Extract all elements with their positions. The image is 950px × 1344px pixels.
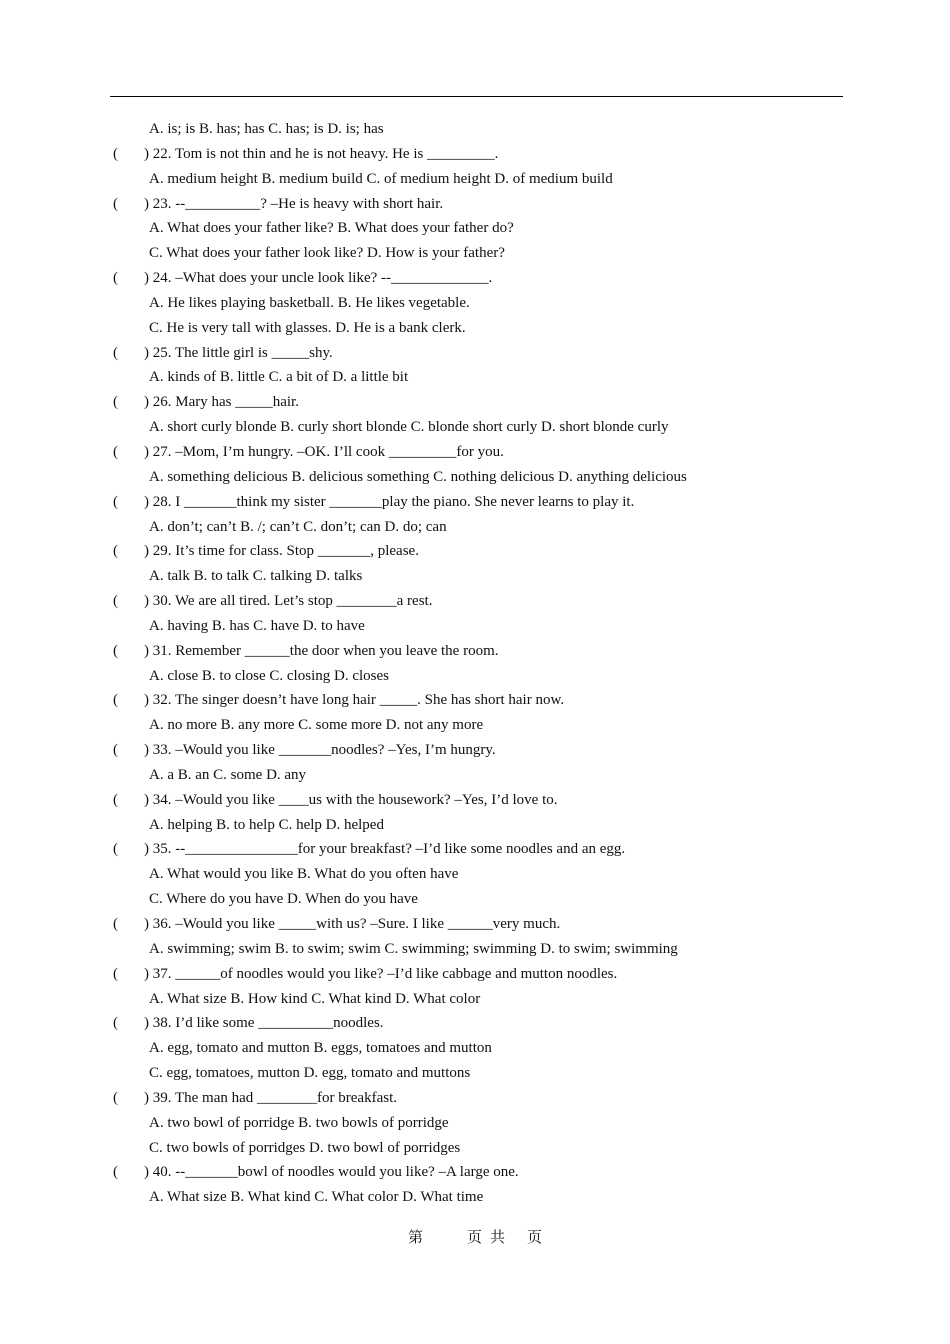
- answer-options-line: [110, 1061, 843, 1086]
- options-text: A. talk B. to talk C. talking D. talks: [149, 568, 363, 585]
- answer-options-line: [110, 937, 843, 962]
- options-text: A. What size B. How kind C. What kind D. What color: [149, 990, 481, 1007]
- answer-options-line: [110, 1111, 843, 1136]
- answer-options-line: [110, 564, 843, 589]
- question-text: ) 22. Tom is not thin and he is not heavy. He is _________.: [144, 145, 499, 162]
- question-list: [110, 117, 843, 1210]
- answer-blank-paren: (: [113, 916, 118, 932]
- options-text: A. a B. an C. some D. any: [149, 766, 307, 783]
- answer-blank-paren: (: [113, 742, 118, 759]
- answer-blank-paren: (: [113, 145, 118, 162]
- answer-blank-paren: (: [113, 692, 118, 709]
- answer-options-line: [110, 465, 843, 490]
- answer-options-line: [110, 167, 843, 192]
- question-line: [110, 639, 843, 664]
- answer-options-line: [110, 415, 843, 440]
- answer-options-line: [110, 887, 843, 912]
- question-text: ) 34. –Would you like ____us with the housework? –Yes, I’d love to.: [144, 791, 558, 808]
- answer-options-line: [110, 813, 843, 838]
- question-line: [110, 589, 843, 614]
- answer-blank-paren: (: [113, 493, 118, 510]
- answer-options-line: [110, 1036, 843, 1061]
- answer-blank-paren: (: [113, 1089, 118, 1106]
- options-text: A. something delicious B. delicious something C. nothing delicious D. anything delicious: [149, 468, 687, 485]
- answer-blank-paren: (: [113, 1164, 118, 1181]
- options-text: A. swimming; swim B. to swim; swim C. swimming; swimming D. to swim; swimming: [149, 940, 678, 957]
- question-text: ) 24. –What does your uncle look like? --_____________.: [144, 270, 493, 287]
- answer-options-line: [110, 1185, 843, 1210]
- options-text: A. short curly blonde B. curly short blonde C. blonde short curly D. short blonde curly: [149, 419, 669, 436]
- answer-options-line: [110, 291, 843, 316]
- question-line: [110, 440, 843, 465]
- options-text: A. kinds of B. little C. a bit of D. a little bit: [149, 369, 409, 386]
- footer-ye2: 页: [527, 1228, 543, 1246]
- options-text: A. He likes playing basketball. B. He likes vegetable.: [149, 294, 470, 311]
- question-text: ) 25. The little girl is _____shy.: [144, 344, 333, 361]
- question-line: [110, 788, 843, 813]
- answer-options-line: [110, 763, 843, 788]
- question-line: [110, 539, 843, 564]
- footer-di: 第: [407, 1228, 423, 1246]
- question-text: ) 37. ______of noodles would you like? –I’d like cabbage and mutton noodles.: [144, 965, 618, 982]
- answer-options-line: [110, 614, 843, 639]
- question-text: ) 27. –Mom, I’m hungry. –OK. I’ll cook _________for you.: [144, 443, 504, 460]
- question-text: ) 36. –Would you like _____with us? –Sure. I like ______very much.: [144, 916, 561, 932]
- options-text: A. close B. to close C. closing D. closes: [149, 667, 389, 684]
- answer-blank-paren: (: [113, 791, 118, 808]
- question-line: [110, 390, 843, 415]
- answer-options-line: [110, 117, 843, 142]
- page-footer: [0, 1225, 950, 1249]
- question-text: ) 23. --__________? –He is heavy with short hair.: [144, 195, 444, 212]
- answer-options-line: [110, 515, 843, 540]
- answer-blank-paren: (: [113, 443, 118, 460]
- question-line: [110, 341, 843, 366]
- question-line: [110, 1011, 843, 1036]
- answer-options-line: [110, 1136, 843, 1161]
- question-text: ) 31. Remember ______the door when you leave the room.: [144, 642, 499, 659]
- answer-blank-paren: (: [113, 394, 118, 411]
- options-text: A. What does your father like? B. What does your father do?: [149, 220, 514, 237]
- answer-options-line: [110, 216, 843, 241]
- question-text: ) 29. It’s time for class. Stop _______, please.: [144, 543, 419, 560]
- options-text: A. two bowl of porridge B. two bowls of porridge: [149, 1114, 449, 1131]
- answer-blank-paren: (: [113, 270, 118, 287]
- options-text: C. two bowls of porridges D. two bowl of porridges: [149, 1139, 461, 1156]
- options-text: A. medium height B. medium build C. of medium height D. of medium build: [149, 170, 613, 187]
- answer-blank-paren: (: [113, 195, 118, 212]
- question-line: [110, 142, 843, 167]
- options-text: A. don’t; can’t B. /; can’t C. don’t; can D. do; can: [149, 518, 447, 535]
- question-text: ) 28. I _______think my sister _______play the piano. She never learns to play it.: [144, 493, 635, 510]
- footer-gong: 共: [490, 1228, 506, 1246]
- question-line: [110, 912, 843, 937]
- question-text: ) 40. --_______bowl of noodles would you like? –A large one.: [144, 1164, 519, 1181]
- answer-options-line: [110, 862, 843, 887]
- answer-blank-paren: (: [113, 841, 118, 858]
- answer-blank-paren: (: [113, 543, 118, 560]
- header-rule: [110, 96, 843, 97]
- answer-options-line: [110, 664, 843, 689]
- options-text: A. helping B. to help C. help D. helped: [149, 816, 384, 833]
- question-line: [110, 266, 843, 291]
- answer-blank-paren: (: [113, 1015, 118, 1032]
- question-line: [110, 192, 843, 217]
- answer-options-line: [110, 987, 843, 1012]
- question-line: [110, 1160, 843, 1185]
- options-text: A. no more B. any more C. some more D. not any more: [149, 717, 484, 734]
- question-text: ) 38. I’d like some __________noodles.: [144, 1015, 384, 1032]
- answer-blank-paren: (: [113, 593, 118, 610]
- answer-options-line: [110, 241, 843, 266]
- options-text: C. egg, tomatoes, mutton D. egg, tomato and muttons: [149, 1065, 471, 1082]
- question-line: [110, 738, 843, 763]
- question-line: [110, 688, 843, 713]
- answer-blank-paren: (: [113, 642, 118, 659]
- options-text: A. is; is B. has; has C. has; is D. is; has: [149, 121, 384, 137]
- question-text: ) 30. We are all tired. Let’s stop ________a rest.: [144, 593, 433, 610]
- question-text: ) 26. Mary has _____hair.: [144, 394, 299, 411]
- answer-blank-paren: (: [113, 965, 118, 982]
- options-text: C. He is very tall with glasses. D. He is a bank clerk.: [149, 319, 466, 336]
- question-text: ) 39. The man had ________for breakfast.: [144, 1089, 397, 1106]
- options-text: A. What size B. What kind C. What color D. What time: [149, 1189, 484, 1206]
- options-text: C. Where do you have D. When do you have: [149, 891, 418, 908]
- answer-blank-paren: (: [113, 344, 118, 361]
- question-line: [110, 837, 843, 862]
- question-line: [110, 490, 843, 515]
- options-text: C. What does your father look like? D. How is your father?: [149, 245, 505, 262]
- answer-options-line: [110, 365, 843, 390]
- footer-ye: 页: [466, 1228, 482, 1246]
- question-text: ) 33. –Would you like _______noodles? –Yes, I’m hungry.: [144, 742, 496, 759]
- question-text: ) 35. --_______________for your breakfast? –I’d like some noodles and an egg.: [144, 841, 626, 858]
- question-text: ) 32. The singer doesn’t have long hair _____. She has short hair now.: [144, 692, 565, 709]
- answer-options-line: [110, 713, 843, 738]
- options-text: A. What would you like B. What do you often have: [149, 866, 459, 883]
- question-line: [110, 962, 843, 987]
- answer-options-line: [110, 316, 843, 341]
- options-text: A. having B. has C. have D. to have: [149, 617, 365, 634]
- question-line: [110, 1086, 843, 1111]
- options-text: A. egg, tomato and mutton B. eggs, tomatoes and mutton: [149, 1040, 492, 1057]
